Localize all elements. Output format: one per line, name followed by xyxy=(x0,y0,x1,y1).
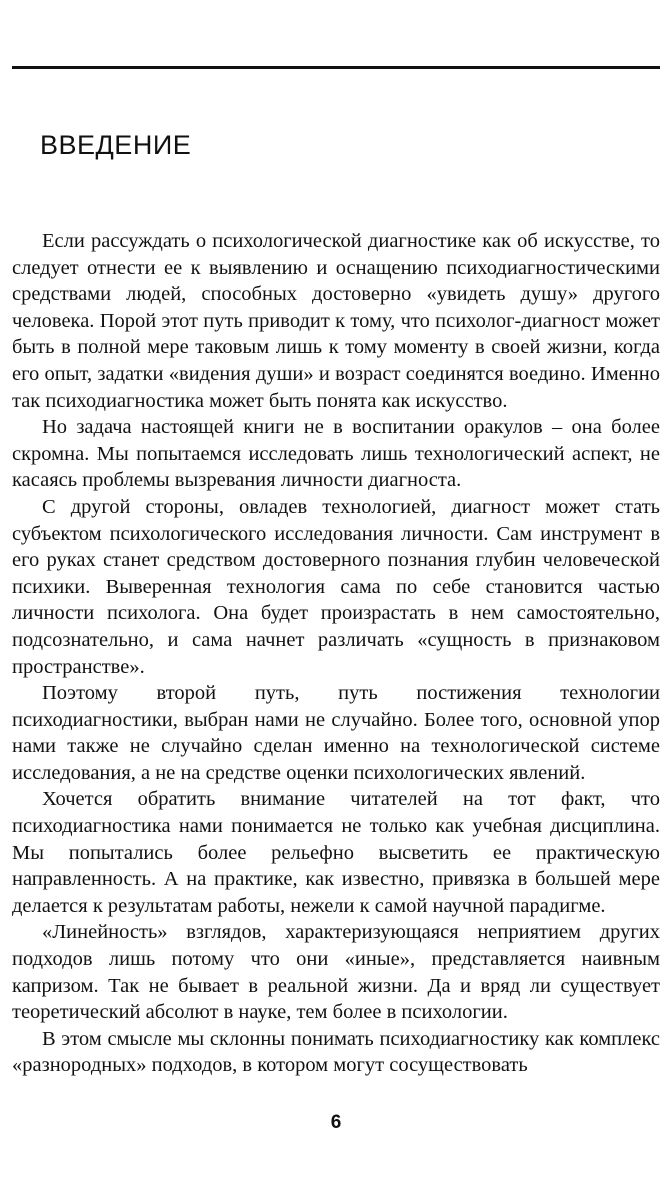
paragraph-2: Но задача настоящей книги не в воспитании оракулов – она более скромна. Мы попытаемся исследовать лишь технологический аспект, не касаясь проблемы вызревания личности диагноста. xyxy=(12,416,660,492)
paragraph-3: С другой стороны, овладев технологией, диагност может стать субъектом психологического исследования личности. Сам инструмент в его руках станет средством достоверного познания глубин человеческой психики. Выверенная технология сама по себе становится частью личности психолога. Она будет произрастать в нем самостоятельно, подсознательно, и сама начнет различать «сущность в признаковом пространстве». xyxy=(12,495,660,678)
paragraph-1: Если рассуждать о психологической диагностике как об искусстве, то следует отнести ее к выявлению и оснащению психодиагностическими средствами людей, способных достоверно «увидеть душу» другого человека. Порой этот путь приводит к тому, что психолог-диагност может быть в полной мере таковым лишь к тому моменту в своей жизни, когда его опыт, задатки «видения души» и возраст соединятся воедино. Именно так психодиагностика может быть понята как искусство. xyxy=(12,230,660,412)
paragraph-4: Поэтому второй путь, путь постижения технологии психодиагностики, выбран нами не случайно. Более того, основной упор нами также не случайно сделан именно на технологической системе исследования, а не на средстве оценки психологических явлений. xyxy=(12,682,660,784)
chapter-title: ВВЕДЕНИЕ xyxy=(40,130,192,160)
header-rule xyxy=(12,66,660,69)
paragraph-5: Хочется обратить внимание читателей на тот факт, что психодиагностика нами понимается не только как учебная дисциплина. Мы попытались более рельефно высветить ее практическую направленность. А на практике, как известно, привязка в большей мере делается к результатам работы, нежели к самой научной парадигме. xyxy=(12,788,660,917)
page-number: 6 xyxy=(330,1112,342,1133)
paragraph-6: «Линейность» взглядов, характеризующаяся неприятием других подходов лишь потому что они «иные», представляется наивным капризом. Так не бывает в реальной жизни. Да и вряд ли существует теоретический абсолют в науке, тем более в психологии. xyxy=(12,921,660,1024)
paragraph-7: В этом смысле мы склонны понимать психодиагностику как комплекс «разнородных» подходов, в котором могут сосуществовать xyxy=(12,1027,660,1077)
body-text xyxy=(12,228,660,1079)
